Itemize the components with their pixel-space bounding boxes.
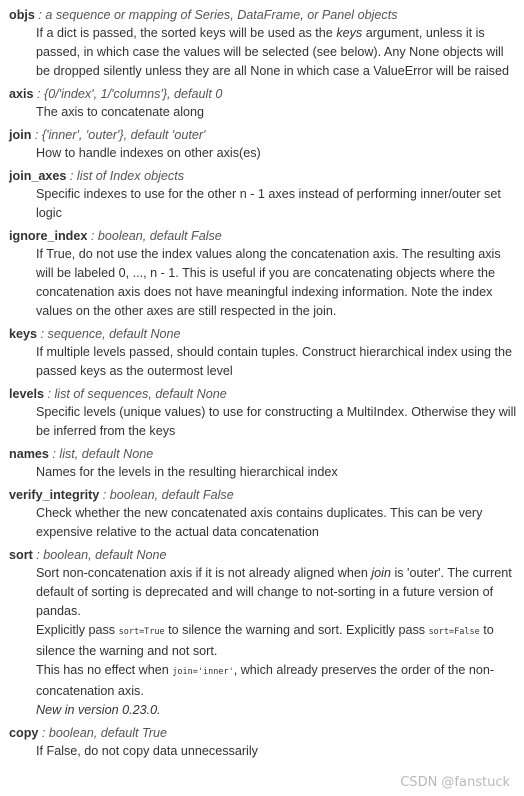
inline-code: sort=False: [428, 627, 480, 637]
description-text: argument, unless it is passed, in which case the values will be selected (see below). Any None objects will be dropped silently unless they are all None in which case a ValueError will be raised: [36, 26, 509, 78]
param-name: join: [9, 128, 32, 142]
description-paragraph: [36, 24, 518, 81]
param-sort: [9, 547, 518, 720]
param-axis: [9, 86, 518, 122]
param-signature: [9, 386, 518, 402]
param-description: [36, 185, 518, 223]
param-keys: [9, 326, 518, 381]
param-type: : list of sequences, default None: [44, 387, 227, 401]
description-paragraph: [36, 621, 518, 661]
description-text: If multiple levels passed, should contain tuples. Construct hierarchical index using the passed keys as the outermost level: [36, 345, 513, 378]
emphasis-text: join: [371, 566, 391, 580]
param-type: : {'inner', 'outer'}, default 'outer': [31, 128, 206, 142]
param-name: verify_integrity: [9, 488, 100, 502]
description-paragraph: [36, 245, 518, 321]
param-name: copy: [9, 726, 39, 740]
param-type: : boolean, default False: [99, 488, 234, 502]
param-name: join_axes: [9, 169, 67, 183]
param-verify-integrity: [9, 487, 518, 542]
param-type: : boolean, default None: [32, 548, 167, 562]
param-signature: [9, 487, 518, 503]
param-signature: [9, 547, 518, 563]
description-text: to silence the warning and not sort.: [36, 623, 494, 658]
param-type: : sequence, default None: [37, 327, 181, 341]
param-signature: [9, 7, 518, 23]
param-description: [36, 564, 518, 720]
description-text: Check whether the new concatenated axis contains duplicates. This can be very expensive relative to the actual data concatenation: [36, 506, 483, 539]
description-text: If a dict is passed, the sorted keys will be used as the: [36, 26, 337, 40]
description-paragraph: [36, 701, 518, 720]
description-text: Sort non-concatenation axis if it is not already aligned when: [36, 566, 372, 580]
param-copy: [9, 725, 518, 761]
param-type: : list of Index objects: [66, 169, 185, 183]
param-objs: [9, 7, 518, 81]
param-description: [36, 463, 518, 482]
description-paragraph: [36, 463, 518, 482]
param-description: [36, 343, 518, 381]
param-name: keys: [9, 327, 38, 341]
description-text: If False, do not copy data unnecessarily: [36, 744, 258, 758]
description-paragraph: [36, 185, 518, 223]
param-description: [36, 24, 518, 81]
param-description: [36, 144, 518, 163]
description-text: , which already preserves the order of the non-concatenation axis.: [36, 663, 495, 698]
description-text: Specific indexes to use for the other n - 1 axes instead of performing inner/outer set logic: [36, 187, 501, 220]
param-type: : boolean, default True: [38, 726, 167, 740]
param-name: levels: [9, 387, 45, 401]
description-paragraph: [36, 564, 518, 621]
param-name: objs: [9, 8, 35, 22]
param-name: axis: [9, 87, 34, 101]
inline-code: join='inner': [172, 667, 234, 677]
version-note: New in version 0.23.0.: [36, 703, 161, 717]
param-signature: [9, 168, 518, 184]
description-paragraph: [36, 343, 518, 381]
param-signature: [9, 326, 518, 342]
description-paragraph: [36, 103, 518, 122]
description-text: is 'outer'. The current default of sorting is deprecated and will change to not-sorting in a future version of pandas.: [36, 566, 512, 618]
param-levels: [9, 386, 518, 441]
param-name: names: [9, 447, 49, 461]
description-text: Specific levels (unique values) to use for constructing a MultiIndex. Otherwise they will be inferred from the keys: [36, 405, 517, 438]
param-description: [36, 504, 518, 542]
param-description: [36, 403, 518, 441]
description-paragraph: [36, 403, 518, 441]
description-paragraph: [36, 504, 518, 542]
description-text: Explicitly pass: [36, 623, 119, 637]
description-text: The axis to concatenate along: [36, 105, 205, 119]
param-signature: [9, 86, 518, 102]
description-paragraph: [36, 742, 518, 761]
param-signature: [9, 127, 518, 143]
param-signature: [9, 725, 518, 741]
description-paragraph: [36, 661, 518, 701]
param-description: [36, 103, 518, 122]
description-text: This has no effect when: [36, 663, 173, 677]
param-names: [9, 446, 518, 482]
param-ignore-index: [9, 228, 518, 321]
parameter-list: [9, 7, 518, 761]
param-type: : a sequence or mapping of Series, DataFrame, or Panel objects: [34, 8, 398, 22]
param-name: sort: [9, 548, 33, 562]
emphasis-text: keys: [336, 26, 363, 40]
description-text: to silence the warning and sort. Explicitly pass: [164, 623, 429, 637]
description-text: Names for the levels in the resulting hierarchical index: [36, 465, 338, 479]
description-text: How to handle indexes on other axis(es): [36, 146, 261, 160]
description-text: If True, do not use the index values along the concatenation axis. The resulting axis will be labeled 0, ..., n - 1. This is useful if you are concatenating objects where the concatenation axis does not have meaningful indexing information. Note the index values on the other axes are still respected in the join.: [36, 247, 501, 318]
param-join: [9, 127, 518, 163]
param-description: [36, 742, 518, 761]
param-join-axes: [9, 168, 518, 223]
param-type: : {0/'index', 1/'columns'}, default 0: [33, 87, 223, 101]
param-signature: [9, 446, 518, 462]
param-signature: [9, 228, 518, 244]
param-type: : boolean, default False: [87, 229, 222, 243]
param-description: [36, 245, 518, 321]
inline-code: sort=True: [118, 627, 165, 637]
description-paragraph: [36, 144, 518, 163]
param-name: ignore_index: [9, 229, 88, 243]
param-type: : list, default None: [48, 447, 154, 461]
csdn-watermark: CSDN @fanstuck: [400, 775, 510, 790]
